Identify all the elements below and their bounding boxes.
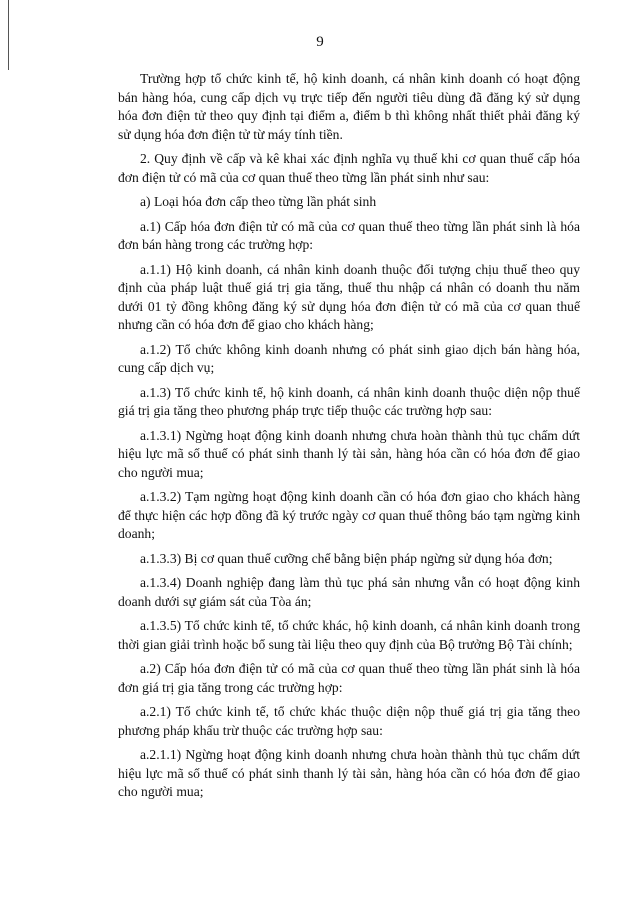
paragraph: a.1.3.5) Tổ chức kinh tế, tổ chức khác, hộ kinh doanh, cá nhân kinh doanh trong thời gian giải trình hoặc bổ sung tài liệu theo quy định của Bộ trưởng Bộ Tài chính; xyxy=(118,618,580,652)
paragraph: a.1.3.1) Ngừng hoạt động kinh doanh nhưng chưa hoàn thành thủ tục chấm dứt hiệu lực mã số thuế có phát sinh thanh lý tài sản, hàng hóa cần có hóa đơn để giao cho người mua; xyxy=(118,427,580,480)
paragraph: a.1.1) Hộ kinh doanh, cá nhân kinh doanh thuộc đối tượng chịu thuế theo quy định của pháp luật thuế giá trị gia tăng, thuế thu nhập cá nhân có doanh thu năm dưới 01 tỷ đồng không đăng ký sử dụng hóa đơn điện tử có mã của cơ quan thuế nhưng cần có hóa đơn để giao cho khách hàng; xyxy=(118,261,580,332)
paragraph: Trường hợp tổ chức kinh tế, hộ kinh doanh, cá nhân kinh doanh có hoạt động bán hàng hóa, cung cấp dịch vụ trực tiếp đến người tiêu dùng đã đăng ký sử dụng hóa đơn điện tử theo quy định tại điểm a, điểm b thì không nhất thiết phải đăng ký sử dụng hóa đơn điện tử từ máy tính tiền. xyxy=(118,71,580,142)
document-body xyxy=(118,70,580,808)
paragraph: a) Loại hóa đơn cấp theo từng lần phát sinh xyxy=(140,194,377,209)
paragraph: a.2.1) Tổ chức kinh tế, tổ chức khác thuộc diện nộp thuế giá trị gia tăng theo phương pháp khấu trừ thuộc các trường hợp sau: xyxy=(118,704,580,738)
paragraph: a.2.1.1) Ngừng hoạt động kinh doanh nhưng chưa hoàn thành thủ tục chấm dứt hiệu lực mã số thuế có phát sinh thanh lý tài sản, hàng hóa cần có hóa đơn để giao cho người mua; xyxy=(118,747,580,799)
paragraph: a.1.3.3) Bị cơ quan thuế cưỡng chế bằng biện pháp ngừng sử dụng hóa đơn; xyxy=(140,550,553,566)
page-number: 9 xyxy=(316,34,324,50)
paragraph: a.1.3.2) Tạm ngừng hoạt động kinh doanh cần có hóa đơn giao cho khách hàng để thực hiện các hợp đồng đã ký trước ngày cơ quan thuế thông báo tạm ngừng kinh doanh; xyxy=(118,489,580,541)
paragraph: a.1.2) Tổ chức không kinh doanh nhưng có phát sinh giao dịch bán hàng hóa, cung cấp dịch vụ; xyxy=(118,341,580,375)
paragraph: 2. Quy định về cấp và kê khai xác định nghĩa vụ thuế khi cơ quan thuế cấp hóa đơn điện tử có mã của cơ quan thuế theo từng lần phát sinh như sau: xyxy=(118,151,580,185)
paragraph: a.1.3.4) Doanh nghiệp đang làm thủ tục phá sản nhưng vẫn có hoạt động kinh doanh dưới sự giám sát của Tòa án; xyxy=(118,575,580,609)
paragraph: a.1) Cấp hóa đơn điện tử có mã của cơ quan thuế theo từng lần phát sinh là hóa đơn bán hàng trong các trường hợp: xyxy=(118,218,580,252)
paragraph: a.1.3) Tổ chức kinh tế, hộ kinh doanh, cá nhân kinh doanh thuộc diện nộp thuế giá trị gia tăng theo phương pháp trực tiếp thuộc các trường hợp sau: xyxy=(118,384,580,418)
paragraph: a.2) Cấp hóa đơn điện tử có mã của cơ quan thuế theo từng lần phát sinh là hóa đơn giá trị gia tăng trong các trường hợp: xyxy=(118,661,580,695)
